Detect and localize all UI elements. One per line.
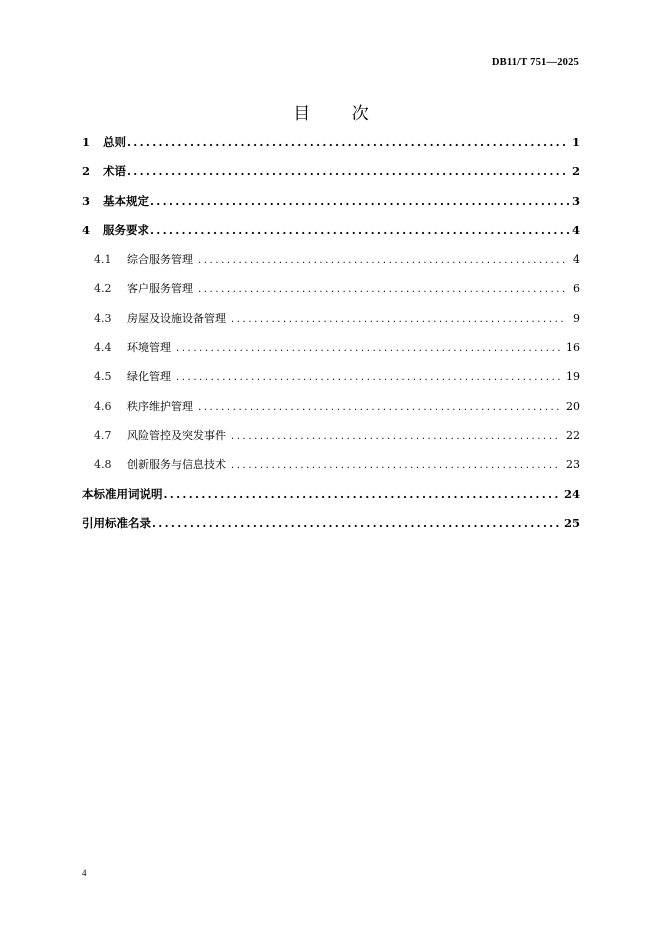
toc-entry-label: 综合服务管理 [127, 253, 193, 267]
toc-entry-number: 3 [82, 193, 91, 208]
toc-entry-label: 术语 [103, 164, 126, 179]
toc-entry-number: 4.7 [94, 428, 112, 442]
toc-entry-page: 4 [571, 222, 580, 237]
toc-entry-label: 绿化管理 [127, 370, 171, 384]
toc-title: 目 次 [293, 104, 387, 124]
toc-entry-page: 24 [563, 486, 580, 501]
toc-entry-page: 3 [571, 193, 580, 208]
document-code: DB11/T 751—2025 [491, 57, 579, 68]
toc-subentry[interactable] [82, 245, 580, 274]
toc-entry-label: 基本规定 [103, 193, 149, 208]
toc-entry-label: 服务要求 [103, 222, 149, 237]
toc-entry-page: 22 [566, 428, 580, 442]
toc-entry[interactable] [82, 157, 580, 186]
toc-entry[interactable] [82, 216, 580, 245]
toc-subentry[interactable] [82, 421, 580, 450]
page-number: 4 [82, 868, 87, 878]
table-of-contents [82, 128, 580, 538]
dot-leader [231, 305, 567, 333]
toc-entry-number: 4.3 [94, 311, 112, 325]
toc-entry-number: 4.4 [94, 341, 112, 355]
toc-entry-page: 1 [571, 135, 580, 149]
toc-entry-page: 16 [566, 341, 580, 355]
toc-entry[interactable] [82, 509, 580, 538]
toc-entry-label: 房屋及设施设备管理 [127, 311, 226, 325]
toc-entry-label: 引用标准名录 [82, 515, 151, 530]
toc-entry-number: 4.8 [94, 458, 112, 472]
toc-entry-label: 秩序维护管理 [127, 399, 193, 413]
toc-entry-page: 6 [573, 282, 580, 296]
toc-subentry[interactable] [82, 274, 580, 303]
toc-entry[interactable] [82, 128, 580, 157]
dot-leader [231, 451, 560, 479]
toc-entry[interactable] [82, 480, 580, 509]
toc-entry-page: 25 [563, 515, 580, 530]
toc-entry-number: 4 [82, 222, 91, 237]
toc-entry-label: 总则 [103, 135, 126, 149]
toc-entry-page: 4 [573, 253, 580, 267]
dot-leader [198, 393, 560, 421]
dot-leader [176, 363, 560, 391]
toc-entry-label: 本标准用词说明 [82, 486, 163, 501]
toc-entry-page: 20 [566, 399, 580, 413]
toc-entry-label: 客户服务管理 [127, 282, 193, 296]
toc-entry-number: 4.2 [94, 282, 112, 296]
dot-leader [198, 275, 567, 303]
dot-leader [127, 128, 569, 157]
toc-entry-label: 风险管控及突发事件 [127, 428, 226, 442]
toc-subentry[interactable] [82, 392, 580, 421]
toc-entry[interactable] [82, 187, 580, 216]
dot-leader [198, 246, 567, 274]
toc-entry-page: 19 [566, 370, 580, 384]
dot-leader [150, 187, 569, 216]
toc-entry-page: 2 [571, 164, 580, 179]
dot-leader [176, 334, 560, 362]
toc-entry-label: 环境管理 [127, 341, 171, 355]
toc-entry-page: 23 [566, 458, 580, 472]
toc-subentry[interactable] [82, 362, 580, 391]
toc-entry-number: 4.5 [94, 370, 112, 384]
dot-leader [152, 509, 561, 538]
toc-subentry[interactable] [82, 304, 580, 333]
dot-leader [150, 216, 569, 245]
toc-entry-label: 创新服务与信息技术 [127, 458, 226, 472]
toc-entry-number: 1 [82, 135, 91, 149]
toc-entry-page: 9 [573, 311, 580, 325]
dot-leader [127, 157, 569, 186]
toc-subentry[interactable] [82, 333, 580, 362]
toc-subentry[interactable] [82, 450, 580, 479]
toc-entry-number: 4.1 [94, 253, 112, 267]
dot-leader [164, 480, 561, 509]
toc-entry-number: 2 [82, 164, 91, 179]
dot-leader [231, 422, 560, 450]
toc-entry-number: 4.6 [94, 399, 112, 413]
